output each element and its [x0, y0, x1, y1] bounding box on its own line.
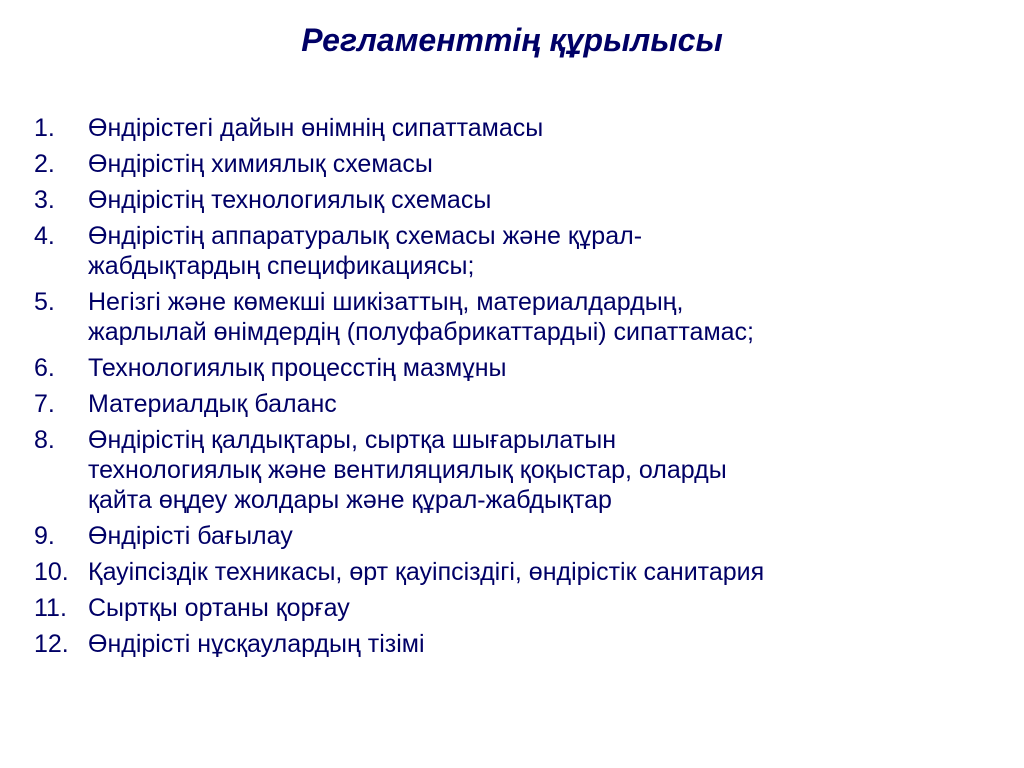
list-item-number: 6.	[34, 354, 55, 382]
list-item-line: Негізгі және көмекші шикізаттың, материалдардың,	[88, 288, 684, 316]
list-item-text	[88, 593, 994, 623]
list-item-line: Өндірістің химиялық схемасы	[88, 150, 433, 178]
list-item	[34, 185, 994, 215]
list-item-text	[88, 353, 994, 383]
list-item-text	[88, 629, 994, 659]
list-item-line: жарлылай өнімдердің (полуфабрикаттардыі) сипаттамас;	[88, 318, 754, 346]
list-item-text	[88, 221, 994, 281]
list-item	[34, 521, 994, 551]
list-item-number: 8.	[34, 426, 55, 454]
list-item-line: Өндірісті нұсқаулардың тізімі	[88, 630, 425, 658]
list-item-line: Өндірісті бағылау	[88, 522, 293, 550]
list-item-number: 5.	[34, 288, 55, 316]
list-item-number: 12.	[34, 630, 69, 658]
list-item	[34, 593, 994, 623]
list-item-line: Материалдық баланс	[88, 390, 337, 418]
list-item	[34, 113, 994, 143]
list-item-number: 11.	[34, 594, 67, 622]
list-item	[34, 425, 994, 515]
list-item-text	[88, 113, 994, 143]
list-item-line: жабдықтардың спецификациясы;	[88, 252, 475, 280]
list-item	[34, 287, 994, 347]
list-item-text	[88, 287, 994, 347]
list-item-number: 3.	[34, 186, 55, 214]
slide-title: Регламенттің құрылысы	[301, 22, 723, 58]
list-item	[34, 557, 994, 587]
list-item	[34, 389, 994, 419]
list-item-line: Өндірістің аппаратуралық схемасы және құрал-	[88, 222, 643, 250]
list-item-text	[88, 389, 994, 419]
list-item	[34, 149, 994, 179]
list-item-text	[88, 425, 994, 515]
list-item-text	[88, 185, 994, 215]
list-item-line: Өндірістегі дайын өнімнің сипаттамасы	[88, 114, 544, 142]
list-item-line: Технологиялық процесстің мазмұны	[88, 354, 507, 382]
list-item-line: Өндірістің қалдықтары, сыртқа шығарылатын	[88, 426, 617, 454]
list-item	[34, 629, 994, 659]
list-item-text	[88, 521, 994, 551]
list-item-line: Сыртқы ортаны қорғау	[88, 594, 350, 622]
list-item-number: 1.	[34, 114, 55, 142]
list-item-line: Өндірістің технологиялық схемасы	[88, 186, 492, 214]
list-item	[34, 353, 994, 383]
list-item-number: 7.	[34, 390, 55, 418]
list-item-number: 9.	[34, 522, 55, 550]
regulation-structure-list	[34, 113, 994, 665]
list-item-number: 2.	[34, 150, 55, 178]
list-item-line: қайта өңдеу жолдары және құрал-жабдықтар	[88, 486, 612, 514]
list-item-line: Қауіпсіздік техникасы, өрт қауіпсіздігі, өндірістік санитария	[88, 558, 765, 586]
list-item	[34, 221, 994, 281]
list-item-line: технологиялық және вентиляциялық қоқыстар, оларды	[88, 456, 727, 484]
list-item-text	[88, 149, 994, 179]
list-item-number: 4.	[34, 222, 55, 250]
list-item-text	[88, 557, 994, 587]
list-item-number: 10.	[34, 558, 69, 586]
